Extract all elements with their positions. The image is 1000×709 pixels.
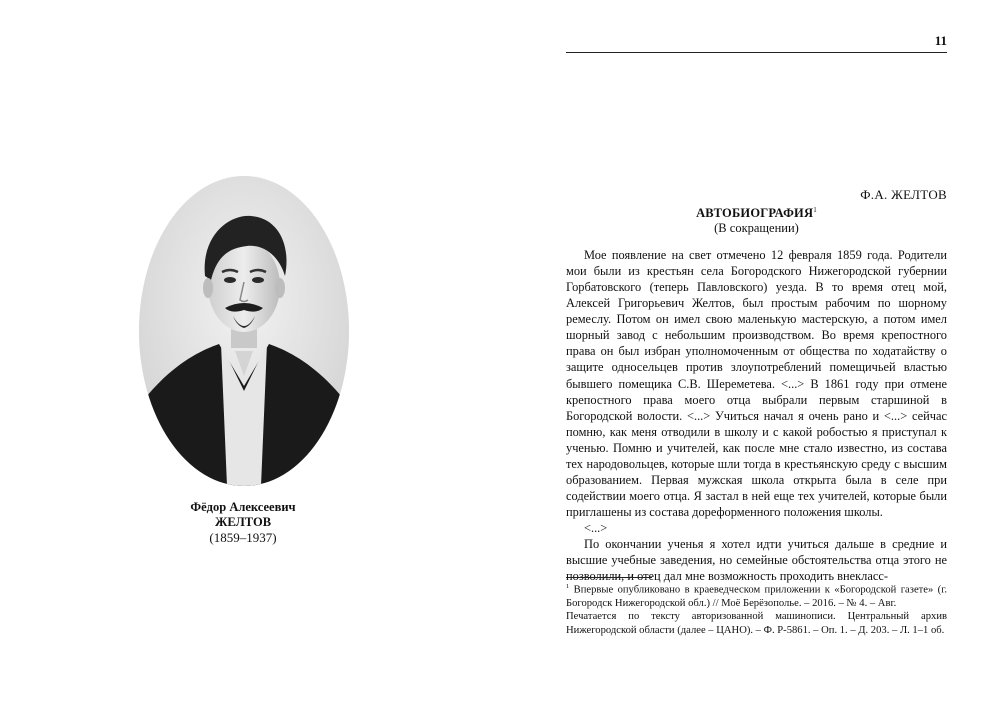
caption-years: (1859–1937) xyxy=(209,530,277,545)
paragraph-2: По окончании ученья я хотел идти учиться дальше в средние и высшие учебные заведения, но семейные обстоятельства отца этого не позволили, и отец дал мне возможность проходить внекласс- xyxy=(566,537,947,584)
header-rule xyxy=(566,52,947,53)
page-number: 11 xyxy=(934,33,947,48)
document-subtitle: (В сокращении) xyxy=(714,221,799,236)
paragraph-ellipsis: <...> xyxy=(584,520,608,535)
title-footnote-mark[interactable]: 1 xyxy=(813,206,817,214)
footnote-1-mark: 1 xyxy=(566,583,570,590)
caption-surname: ЖЕЛТОВ xyxy=(214,515,272,529)
footnote-2-text: Печатается по тексту авторизованной машинописи. Центральный архив Нижегородской области (далее – ЦАНО). – Ф. Р-5861. – Оп. 1. – Д. 203. – Л. 1–1 об. xyxy=(566,611,947,636)
caption-name: Фёдор Алексеевич xyxy=(190,500,296,514)
footnote-rule xyxy=(566,577,652,578)
footnotes xyxy=(566,580,947,637)
body-text xyxy=(566,247,947,584)
document-title xyxy=(566,203,947,220)
title-text: АВТОБИОГРАФИЯ xyxy=(696,206,814,221)
text-column xyxy=(566,187,947,584)
portrait-caption xyxy=(148,500,338,545)
paragraph-1: Мое появление на свет отмечено 12 февраля 1859 года. Родители мои были из крестьян села Богородского Нижегородской губернии Горбатовского (теперь Павловского) уезда. В то время отец мой, Алексей Григорьевич Желтов, был простым рабочим по шорному ремеслу. Потом он имел свою маленькую мастерскую, а потом имел шорный завод с небольшим производством. Во время крепостного права он был избран уполномоченным от общества по ходатайству о защите односельцев против злоупотреблений помещичьей властью бывшего помещика С.В. Шереметева. <...> В 1861 году при отмене крепостного права моего отца выбрали первым старшиной в Богородской волости. <...> Учиться начал я очень рано и <...> сейчас помню, как меня отводили в школу и с какой робостью я приступал к ученью. Помню и учителей, как после мне стало известно, из состава тех народовольцев, которые шли тогда в крестьянскую среду с высшим образованием. Первая мужская школа открыта была в селе при содействии моего отца. Я застал в ней еще тех учителей, которые были приглашены из состава дореформенного положения школы. xyxy=(566,248,947,519)
footnote-1-text: Впервые опубликовано в краеведческом приложении к «Богородской газете» (г. Богородск Нижегородской обл.) // Моё Берёзополье. – 2016. – № 4. – Авг. xyxy=(566,584,947,609)
footnote-1 xyxy=(566,580,947,610)
author-name: Ф.А. ЖЕЛТОВ xyxy=(860,187,947,202)
footnote-2 xyxy=(566,610,947,637)
portrait-photo xyxy=(139,176,349,486)
